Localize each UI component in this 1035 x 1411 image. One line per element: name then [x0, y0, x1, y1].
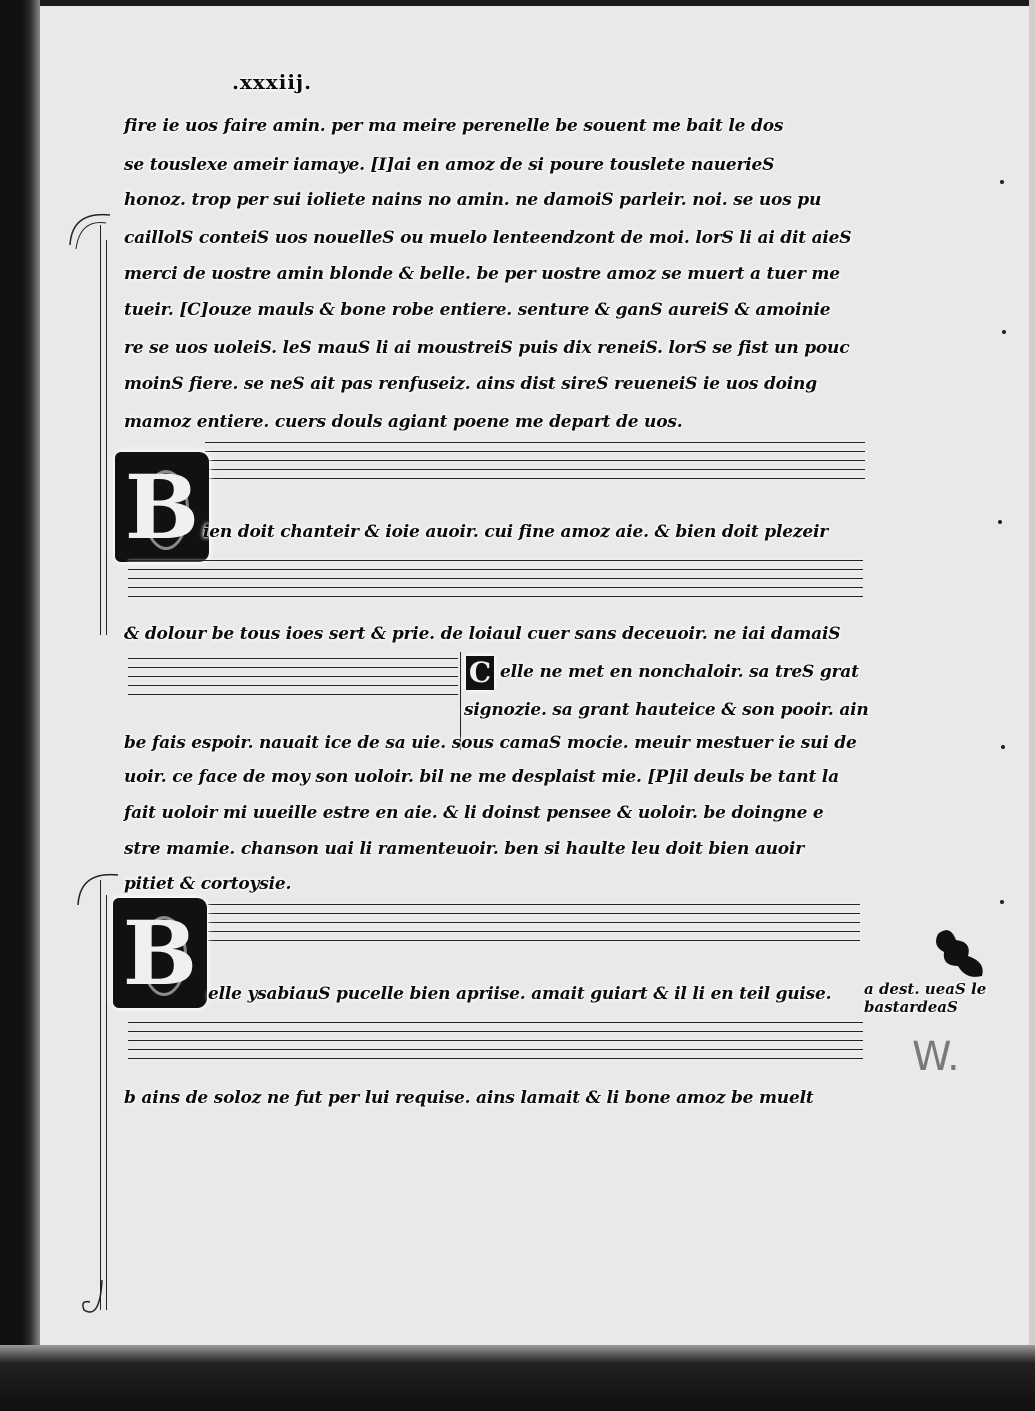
speck [1001, 745, 1005, 749]
text-line: merci de uostre amin blonde & belle. be per uostre amoz se muert a tuer me [124, 264, 840, 284]
song-text-line: elle ysabiauS pucelle bien apriise. amait guiart & il li en teil guise. [208, 984, 832, 1004]
text-line: se touslexe ameir iamaye. [I]ai en amoz de si poure touslete nauerieS [124, 155, 775, 175]
speck [1002, 330, 1006, 334]
marginal-note-line: bastardeaS [864, 998, 958, 1016]
flourish-icon [62, 205, 122, 255]
decorated-initial: B [115, 452, 209, 562]
text-line: tueir. [C]ouze mauls & bone robe entiere. senture & ganS aureiS & amoinie [124, 300, 831, 320]
marginal-note-line: a dest. ueaS le [864, 980, 987, 998]
text-line: honoz. trop per sui ioliete nains no amin. ne damoiS parleir. noi. se uos pu [124, 190, 822, 210]
pencil-mark: W. [912, 1034, 960, 1080]
song-text-line: ien doit chanteir & ioie auoir. cui fine amoz aie. & bien doit plezeir [203, 522, 828, 542]
speck [998, 520, 1002, 524]
song-text-line: & dolour be tous ioes sert & prie. de loiaul cuer sans deceuoir. ne iai damaiS [124, 624, 841, 644]
margin-flourish-line [100, 225, 101, 635]
text-line: be fais espoir. nauait ice de sa uie. sous camaS mocie. meuir mestuer ie sui de [124, 733, 857, 753]
text-line: fait uoloir mi uueille estre en aie. & li doinst pensee & uoloir. be doingne e [124, 803, 824, 823]
scan-border-right [1029, 0, 1035, 1411]
song-text-line: b ains de soloz ne fut per lui requise. ains lamait & li bone amoz be muelt [124, 1088, 814, 1108]
text-line: signozie. sa grant hauteice & son pooir. ain [464, 700, 869, 720]
ink-blot-icon [928, 922, 998, 982]
music-staff [208, 904, 860, 949]
margin-flourish-line [100, 880, 101, 1310]
text-line: moinS fiere. se neS ait pas renfuseiz. ains dist sireS reueneiS ie uos doing [124, 374, 817, 394]
text-line: pitiet & cortoysie. [124, 874, 292, 894]
music-staff [128, 560, 863, 605]
margin-flourish-line [106, 240, 107, 635]
initial-letter: C [466, 656, 494, 690]
text-line: uoir. ce face de moy son uoloir. bil ne me desplaist mie. [P]il deuls be tant la [124, 767, 839, 787]
speck [1000, 900, 1004, 904]
music-staff [128, 658, 458, 703]
flourish-icon [78, 1280, 128, 1330]
folio-number: .xxxiij. [232, 70, 313, 94]
music-staff [128, 1022, 863, 1067]
text-line: mamoz entiere. cuers douls agiant poene me depart de uos. [124, 412, 683, 432]
text-line: fire ie uos faire amin. per ma meire perenelle be souent me bait le dos [124, 116, 784, 136]
marginal-note [864, 980, 986, 1016]
text-line: stre mamie. chanson uai li ramenteuoir. ben si haulte leu doit bien auoir [124, 839, 804, 859]
text-line: re se uos uoleiS. leS mauS li ai moustreiS puis dix reneiS. lorS se fist un pouc [124, 338, 850, 358]
decorated-initial: B [113, 898, 207, 1008]
scan-border-bottom [0, 1345, 1035, 1411]
text-line: caillolS conteiS uos nouelleS ou muelo lenteendzont de moi. lorS li ai dit aieS [124, 228, 852, 248]
music-staff [205, 442, 865, 487]
scan-border-left [0, 0, 40, 1411]
text-line: elle ne met en nonchaloir. sa treS grat [500, 662, 859, 682]
speck [1000, 180, 1004, 184]
margin-flourish-line [106, 895, 107, 1310]
scan-border-top [0, 0, 1035, 6]
